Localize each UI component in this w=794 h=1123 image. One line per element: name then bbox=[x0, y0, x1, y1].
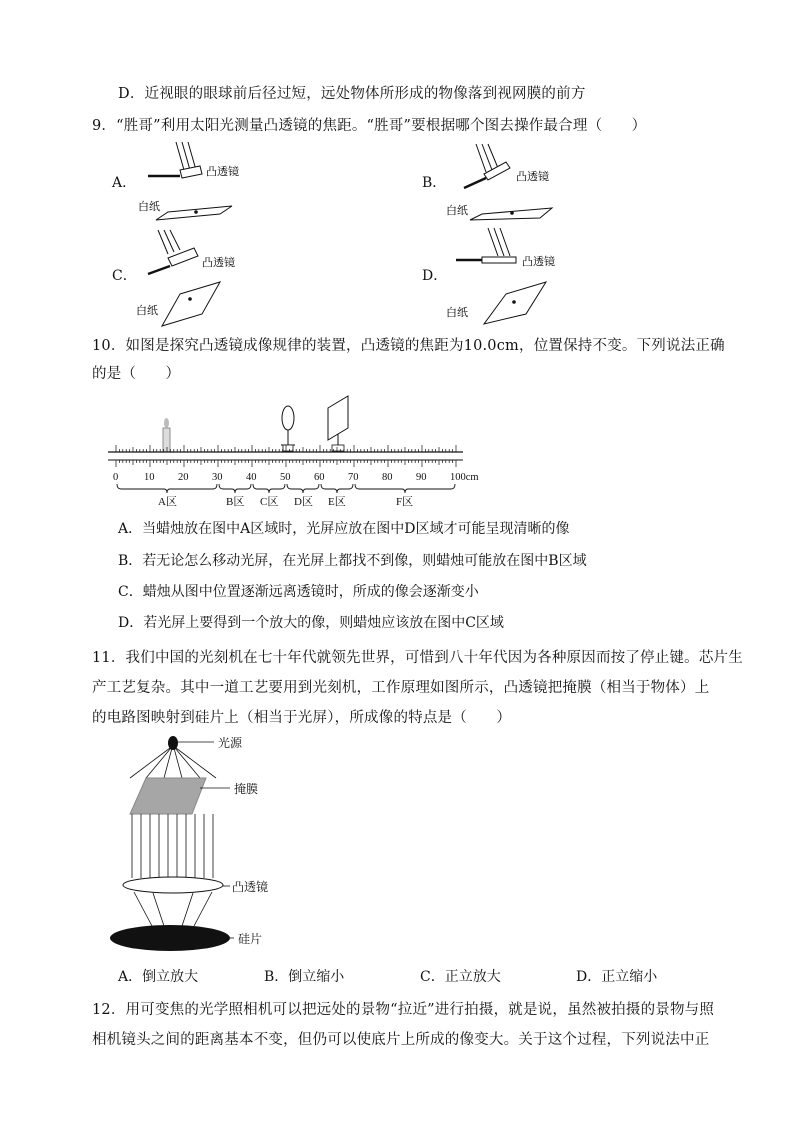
region-label: F区 bbox=[396, 496, 414, 508]
label-silicon-wafer: 硅片 bbox=[238, 932, 263, 946]
q9-b-paper-label: 白纸 bbox=[446, 205, 468, 217]
region-brace bbox=[355, 484, 455, 493]
lens bbox=[282, 406, 294, 430]
q10-stem-line2: 的是（ ） bbox=[92, 366, 181, 382]
q11-stem-line3: 的电路图映射到硅片上（相当于光屏），所成像的特点是（ ） bbox=[92, 710, 512, 726]
q8-option-d: D．近视眼的眼球前后径过短，远处物体所形成的物像落到视网膜的前方 bbox=[118, 86, 586, 102]
ruler-tick-label: 60 bbox=[314, 472, 325, 483]
q12-stem-line1: 12．用可变焦的光学照相机可以把远处的景物“拉近”进行拍摄，就是说，虽然被拍摄的景物与照 bbox=[92, 1002, 715, 1018]
q11-lithography-figure bbox=[108, 734, 308, 956]
candle bbox=[163, 428, 170, 452]
q11-option-c[interactable]: C．正立放大 bbox=[420, 969, 501, 985]
q9-b-lens-label: 凸透镜 bbox=[516, 171, 549, 183]
q9-figure-c bbox=[136, 228, 260, 318]
label-mask: 掩膜 bbox=[234, 782, 259, 796]
ruler-tick-label: 30 bbox=[212, 472, 223, 483]
q9-c-paper-label: 白纸 bbox=[136, 305, 158, 317]
mask bbox=[130, 778, 206, 814]
ruler-tick-label: 80 bbox=[382, 472, 393, 483]
region-brace bbox=[253, 484, 285, 493]
ruler-tick-label: 20 bbox=[178, 472, 189, 483]
convex-lens bbox=[123, 877, 223, 893]
q9-d-paper-label: 白纸 bbox=[446, 307, 468, 319]
q10-option-d[interactable]: D．若光屏上要得到一个放大的像，则蜡烛应该放在图中C区域 bbox=[118, 615, 504, 631]
region-label: B区 bbox=[226, 496, 245, 508]
region-label: C区 bbox=[260, 496, 279, 508]
q11-option-d[interactable]: D．正立缩小 bbox=[576, 969, 658, 985]
q11-option-b[interactable]: B．倒立缩小 bbox=[264, 969, 345, 985]
q9-option-b-label[interactable]: B． bbox=[422, 175, 447, 191]
candle-flame bbox=[164, 418, 169, 428]
q9-figure-a bbox=[140, 140, 260, 220]
q9-option-c-label[interactable]: C． bbox=[112, 268, 137, 284]
ruler-tick-label: 50 bbox=[280, 472, 291, 483]
region-brace bbox=[321, 484, 353, 493]
ruler-tick-label: 100cm bbox=[450, 472, 479, 483]
q12-stem-line2: 相机镜头之间的距离基本不变，但仍可以使底片上所成的像变大。关于这个过程，下列说法中正 bbox=[92, 1032, 710, 1048]
q9-figure-b bbox=[440, 140, 580, 220]
ruler-tick-label: 90 bbox=[416, 472, 427, 483]
q9-d-lens-label: 凸透镜 bbox=[522, 256, 555, 268]
q9-a-lens-label: 凸透镜 bbox=[206, 166, 239, 178]
label-light-source: 光源 bbox=[218, 736, 243, 750]
q11-option-a[interactable]: A．倒立放大 bbox=[118, 969, 199, 985]
q10-option-b[interactable]: B．若无论怎么移动光屏，在光屏上都找不到像，则蜡烛可能放在图中B区域 bbox=[118, 553, 587, 569]
q9-option-d-label[interactable]: D． bbox=[422, 268, 448, 284]
ruler-tick-label: 40 bbox=[246, 472, 257, 483]
region-brace bbox=[219, 484, 251, 493]
q9-stem: 9．“胜哥”利用太阳光测量凸透镜的焦距。“胜哥”要根据哪个图去操作最合理（ ） bbox=[92, 118, 647, 134]
q10-stem-line1: 10．如图是探究凸透镜成像规律的装置，凸透镜的焦距为10.0cm，位置保持不变。下列说法正确 bbox=[92, 338, 725, 354]
region-label: D区 bbox=[294, 496, 313, 508]
ruler-tick-label: 10 bbox=[144, 472, 155, 483]
ruler-tick-label: 70 bbox=[348, 472, 359, 483]
region-label: E区 bbox=[328, 496, 346, 508]
q9-a-paper-label: 白纸 bbox=[138, 201, 160, 213]
q9-figure-d bbox=[440, 224, 580, 319]
region-brace bbox=[117, 484, 217, 493]
q10-optical-bench-figure bbox=[108, 388, 498, 508]
region-brace bbox=[287, 484, 319, 493]
q9-option-a-label[interactable]: A． bbox=[112, 175, 137, 191]
label-convex-lens: 凸透镜 bbox=[232, 880, 269, 894]
silicon-wafer bbox=[110, 925, 230, 951]
q10-option-c[interactable]: C．蜡烛从图中位置逐渐远离透镜时，所成的像会逐渐变小 bbox=[118, 584, 479, 600]
q10-option-a[interactable]: A．当蜡烛放在图中A区域时，光屏应放在图中D区域才可能呈现清晰的像 bbox=[118, 521, 570, 537]
region-label: A区 bbox=[158, 496, 177, 508]
q11-stem-line1: 11．我们中国的光刻机在七十年代就领先世界，可惜到八十年代因为各种原因而按了停止键。芯片生 bbox=[92, 650, 743, 666]
screen bbox=[328, 396, 348, 440]
q11-stem-line2: 产工艺复杂。其中一道工艺要用到光刻机，工作原理如图所示，凸透镜把掩膜（相当于物体）上 bbox=[92, 680, 710, 696]
q9-c-lens-label: 凸透镜 bbox=[202, 257, 235, 269]
ruler-tick-label: 0 bbox=[113, 472, 119, 483]
